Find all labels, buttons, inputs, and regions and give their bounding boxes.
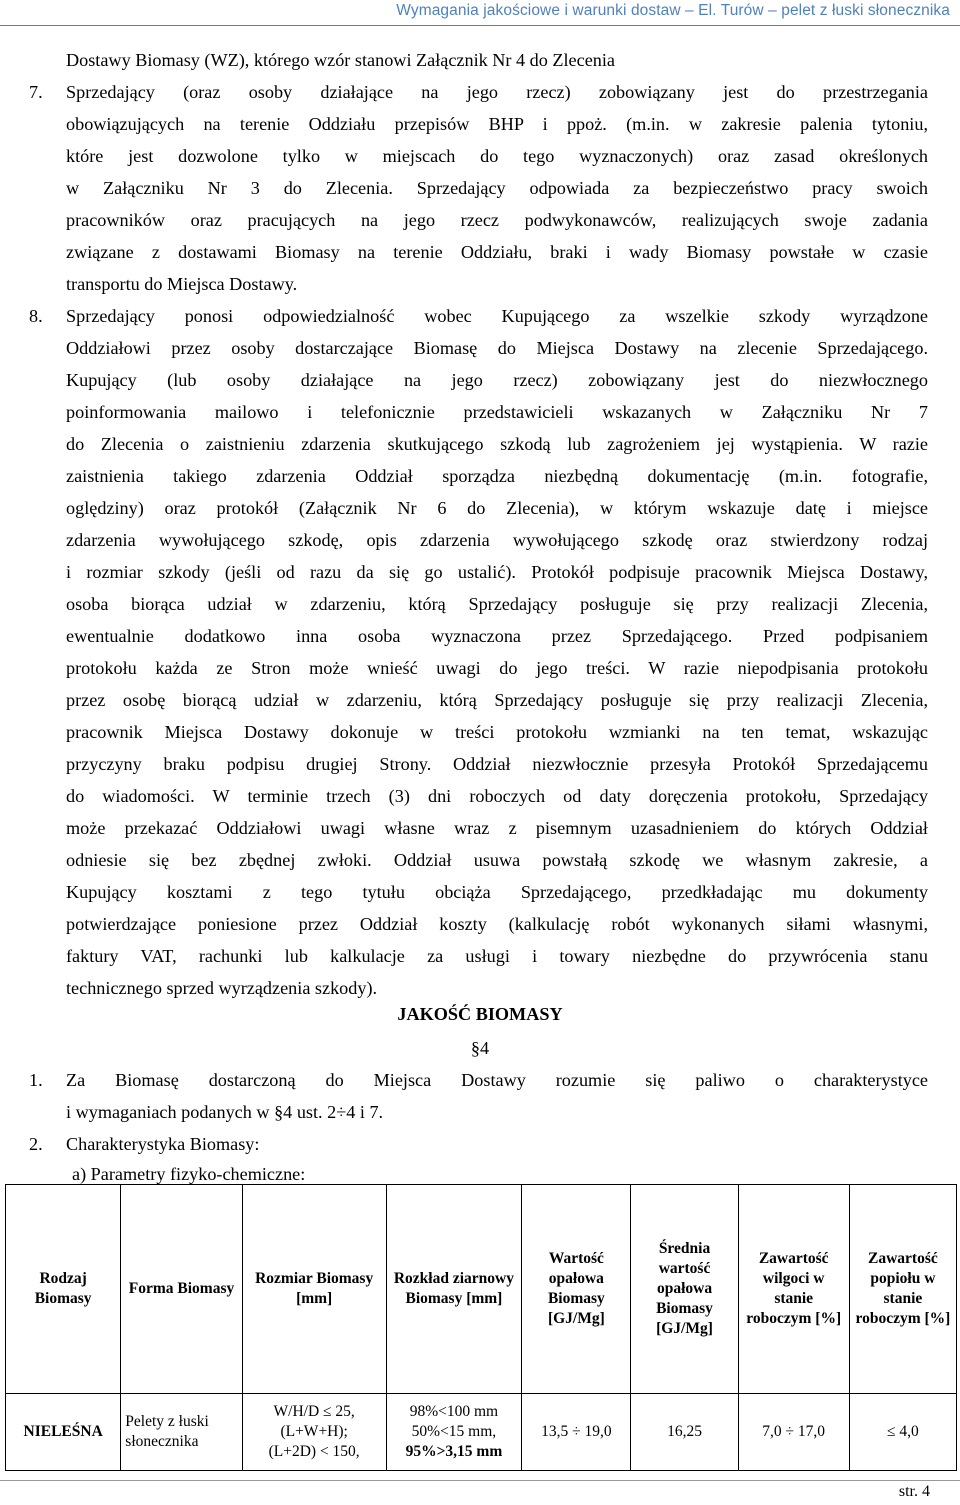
text-line: przyczyny braku podpisu drugiej Strony. Oddział niezwłocznie przesyła Protokół Sprzedającemu <box>66 754 928 774</box>
table-cell-line: W/H/D ≤ 25, <box>273 1403 355 1420</box>
list-number: 7. <box>29 82 43 102</box>
text-line: Kupujący kosztami z tego tytułu obciąża Sprzedającego, przedkładając mu dokumenty <box>66 882 928 902</box>
table-row <box>6 1394 957 1471</box>
text-line: Oddziałowi przez osoby dostarczające Biomasę do Miejsca Dostawy na zlecenie Sprzedającego. <box>66 338 928 358</box>
text-line: pracowników oraz pracujących na jego rzecz podwykonawców, realizujących swoje zadania <box>66 210 928 230</box>
table-cell-line: (L+2D) < 150, <box>268 1443 360 1460</box>
table-header-cell: Rozkład ziarnowy Biomasy [mm] <box>386 1185 522 1394</box>
text-line: może przekazać Oddziałowi uwagi własne wraz z pisemnym uzasadnieniem do których Oddział <box>66 818 928 838</box>
text-line: do Zlecenia o zaistnieniu zdarzenia skutkującego szkodą lub zagrożeniem jej wystąpienia. W razie <box>66 434 928 454</box>
footer-divider <box>0 1480 960 1481</box>
text-line: oględziny) oraz protokół (Załącznik Nr 6 do Zlecenia), w którym wskazuje datę i miejsce <box>66 498 928 518</box>
table-cell-forma: Pelety z łuski słonecznika <box>121 1394 242 1471</box>
table-header-row <box>6 1185 957 1394</box>
list-number: 2. <box>29 1134 43 1154</box>
text-line: w Załączniku Nr 3 do Zlecenia. Sprzedający odpowiada za bezpieczeństwo pracy swoich <box>66 178 928 198</box>
text-line: technicznego sprzed wyrządzenia szkody). <box>66 978 378 998</box>
text-line: związane z dostawami Biomasy na terenie Oddziału, braki i wady Biomasy powstałe w czasie <box>66 242 928 262</box>
text-line: faktury VAT, rachunki lub kalkulacje za usługi i towary niezbędne do przywrócenia stanu <box>66 946 928 966</box>
table-cell-popiol: ≤ 4,0 <box>849 1394 956 1471</box>
text-line: do wiadomości. W terminie trzech (3) dni roboczych od daty doręczenia protokołu, Sprzedający <box>66 786 928 806</box>
table-header-cell: Wartość opałowa Biomasy [GJ/Mg] <box>522 1185 631 1394</box>
table-header-cell: Zawartość popiołu w stanie roboczym [%] <box>849 1185 956 1394</box>
table-cell-rodzaj: NIELEŚNA <box>6 1394 121 1471</box>
header-divider <box>0 25 960 26</box>
text-line: które jest dozwolone tylko w miejscach do tego wyznaczonych) oraz zasad określonych <box>66 146 928 166</box>
list-number: 1. <box>29 1070 43 1090</box>
table-cell-wartosc: 13,5 ÷ 19,0 <box>522 1394 631 1471</box>
table-header-cell: Średnia wartość opałowa Biomasy [GJ/Mg] <box>631 1185 738 1394</box>
table-cell-rozklad <box>386 1394 522 1471</box>
text-line: Sprzedający (oraz osoby działające na jego rzecz) zobowiązany jest do przestrzegania <box>66 82 928 102</box>
text-line: Za Biomasę dostarczoną do Miejsca Dostawy rozumie się paliwo o charakterystyce <box>66 1070 928 1090</box>
table-cell-line: 50%<15 mm, <box>411 1423 497 1440</box>
text-line: i rozmiar szkody (jeśli od razu da się go ustalić). Protokół podpisuje pracownik Miejsca Dostawy, <box>66 562 928 582</box>
table-cell-line: 98%<100 mm <box>409 1403 499 1420</box>
table-cell-line: (L+W+H); <box>280 1423 348 1440</box>
text-line: i wymaganiach podanych w §4 ust. 2÷4 i 7. <box>66 1102 384 1122</box>
text-line: Kupujący (lub osoby działające na jego rzecz) zobowiązany jest do niezwłocznego <box>66 370 928 390</box>
text-line: odniesie się bez zbędnej zwłoki. Oddział usuwa powstałą szkodę we własnym zakresie, a <box>66 850 928 870</box>
table-cell-line: 95%>3,15 mm <box>405 1443 503 1460</box>
table-cell-rozmiar <box>242 1394 386 1471</box>
table-cell-wilgoc: 7,0 ÷ 17,0 <box>738 1394 849 1471</box>
text-line: a) Parametry fizyko-chemiczne: <box>72 1164 306 1184</box>
table-header-cell: Rodzaj Biomasy <box>6 1185 121 1394</box>
parameters-table <box>5 1184 957 1471</box>
text-line: Dostawy Biomasy (WZ), którego wzór stanowi Załącznik Nr 4 do Zlecenia <box>66 50 615 70</box>
text-line: Sprzedający ponosi odpowiedzialność wobec Kupującego za wszelkie szkody wyrządzone <box>66 306 928 326</box>
text-line: obowiązujących na terenie Oddziału przepisów BHP i ppoż. (m.in. w zakresie palenia tytoniu, <box>66 114 928 134</box>
text-line: przez osobę biorącą udział w zdarzeniu, którą Sprzedający posługuje się przy realizacji Zlecenia, <box>66 690 928 710</box>
text-line: transportu do Miejsca Dostawy. <box>66 274 298 294</box>
page-header <box>0 0 960 28</box>
section-paragraph-symbol: §4 <box>470 1038 490 1058</box>
table-header-cell: Rozmiar Biomasy [mm] <box>242 1185 386 1394</box>
text-line: protokołu każda ze Stron może wnieść uwagi do jego treści. W razie niepodpisania protokołu <box>66 658 928 678</box>
table-header-cell: Zawartość wilgoci w stanie roboczym [%] <box>738 1185 849 1394</box>
table-header-cell: Forma Biomasy <box>121 1185 242 1394</box>
text-line: ewentualnie dodatkowo inna osoba wyznaczona przez Sprzedającego. Przed podpisaniem <box>66 626 928 646</box>
text-line: osoba biorąca udział w zdarzeniu, którą Sprzedający posługuje się przy realizacji Zlecenia, <box>66 594 928 614</box>
text-line: pracownik Miejsca Dostawy dokonuje w treści protokołu wzmianki na ten temat, wskazując <box>66 722 928 742</box>
text-line: potwierdzające poniesione przez Oddział koszty (kalkulację robót wykonanych siłami własnymi, <box>66 914 928 934</box>
text-line: Charakterystyka Biomasy: <box>66 1134 260 1154</box>
header-title: Wymagania jakościowe i warunki dostaw – El. Turów – pelet z łuski słonecznika <box>396 2 950 19</box>
list-number: 8. <box>29 306 43 326</box>
table-cell-srednia: 16,25 <box>631 1394 738 1471</box>
text-line: zdarzenia wywołującego szkodę, opis zdarzenia wywołującego szkodę oraz stwierdzony rodzaj <box>66 530 928 550</box>
text-line: poinformowania mailowo i telefonicznie przedstawicieli wskazanych w Załączniku Nr 7 <box>66 402 928 422</box>
page-number: str. 4 <box>898 1483 930 1500</box>
text-line: zaistnienia takiego zdarzenia Oddział sporządza niezbędną dokumentację (m.in. fotografie, <box>66 466 928 486</box>
section-heading: JAKOŚĆ BIOMASY <box>397 1004 563 1024</box>
